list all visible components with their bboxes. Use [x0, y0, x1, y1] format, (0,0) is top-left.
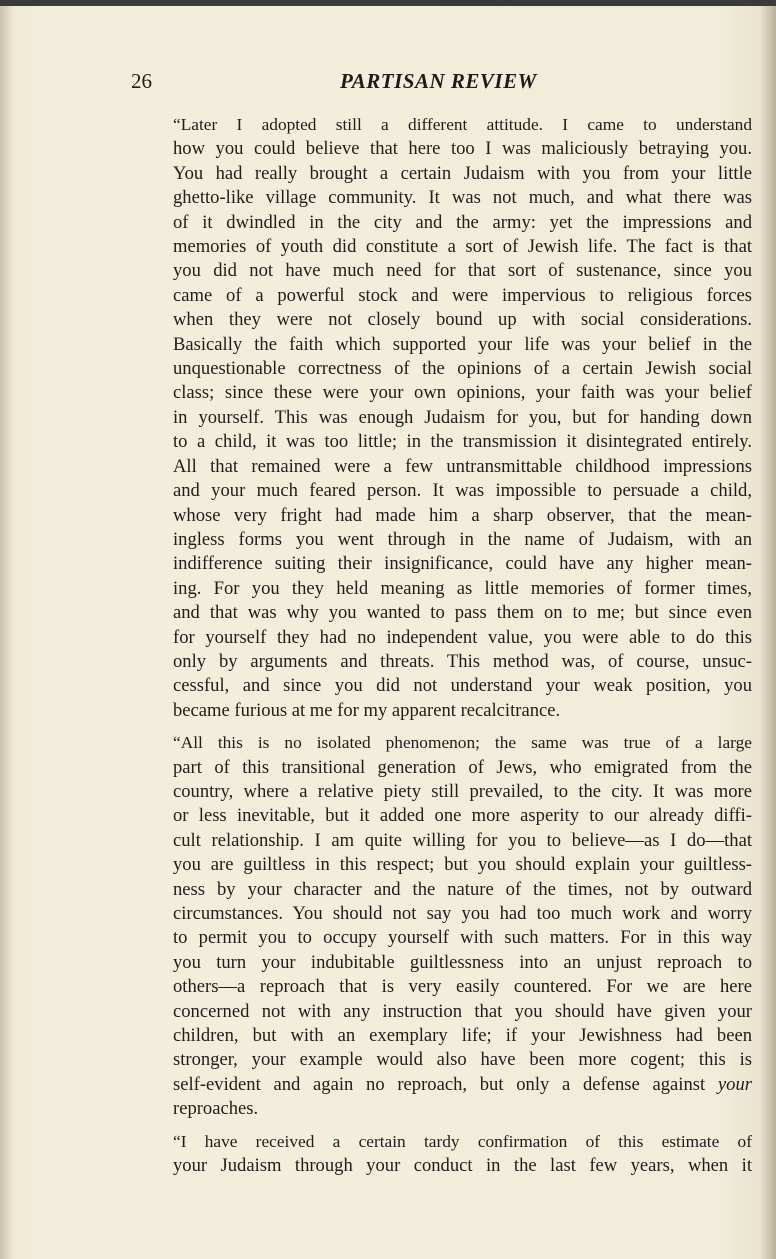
text-line: and that was why you wanted to pass them on to me; but since even	[173, 602, 752, 624]
emphasized-word: your	[717, 1073, 752, 1095]
page-top-edge	[0, 0, 776, 6]
text-line: “Later I adopted still a different attitude. I came to understand	[173, 115, 752, 134]
text-line	[131, 1073, 752, 1097]
text-line: you did not have much need for that sort of sustenance, since you	[173, 260, 752, 282]
text-line: whose very fright had made him a sharp observer, that the mean-	[173, 504, 752, 526]
text-line: to a child, it was too little; in the transmission it disintegrated entirely.	[173, 431, 752, 453]
text-line: your Judaism through your conduct in the last few years, when it	[173, 1155, 752, 1177]
text-line: only by arguments and threats. This method was, of course, unsuc-	[173, 650, 752, 672]
text-line: reproaches.	[173, 1098, 259, 1120]
running-header	[131, 64, 751, 96]
paragraph-2	[131, 731, 752, 1122]
text-line: memories of youth did constitute a sort of Jewish life. The fact is that	[173, 236, 752, 258]
text-line: how you could believe that here too I was maliciously betraying you.	[173, 138, 752, 160]
text-line: ingless forms you went through in the name of Judaism, with an	[173, 528, 752, 550]
text-line: unquestionable correctness of the opinions of a certain Jewish social	[173, 358, 752, 380]
text-line: part of this transitional generation of Jews, who emigrated from the	[173, 756, 752, 778]
text-line: “All this is no isolated phenomenon; the same was true of a large	[173, 733, 752, 753]
text-line: concerned not with any instruction that you should have given your	[173, 1000, 752, 1022]
text-line: of it dwindled in the city and the army: yet the impressions and	[173, 211, 752, 233]
text-line: to permit you to occupy yourself with such matters. For in this way	[173, 927, 752, 949]
text-line: ness by your character and the nature of the times, not by outward	[173, 878, 752, 900]
text-line: when they were not closely bound up with social considerations.	[173, 309, 752, 331]
text-line: children, but with an exemplary life; if your Jewishness had been	[173, 1025, 752, 1047]
text-line: Basically the faith which supported your life was your belief in the	[173, 333, 752, 355]
text-line: became furious at me for my apparent recalcitrance.	[173, 699, 561, 721]
text-line: or less inevitable, but it added one more asperity to our already diffi-	[173, 805, 752, 827]
text-line: ghetto-like village community. It was not much, and what there was	[173, 187, 752, 209]
text-line: for yourself they had no independent value, you were able to do this	[173, 626, 752, 648]
text-line: class; since these were your own opinions, your faith was your belief	[173, 382, 752, 404]
text-line: cult relationship. I am quite willing for you to believe—as I do—that	[173, 829, 752, 851]
text-line: stronger, your example would also have been more cogent; this is	[173, 1049, 752, 1071]
text-line: in yourself. This was enough Judaism for you, but for handing down	[173, 406, 752, 428]
page-number: 26	[131, 69, 152, 93]
text-line-main: self-evident and again no reproach, but only a defense against	[173, 1073, 706, 1095]
text-line: You had really brought a certain Judaism with you from your little	[173, 162, 752, 184]
running-title: PARTISAN REVIEW	[340, 69, 537, 93]
text-line: and your much feared person. It was impossible to persuade a child,	[173, 480, 752, 502]
text-line: others—a reproach that is very easily countered. For we are here	[173, 976, 752, 998]
text-line: All that remained were a few untransmittable childhood impressions	[173, 455, 752, 477]
text-line: “I have received a certain tardy confirmation of this estimate of	[173, 1131, 752, 1151]
text-line: indifference suiting their insignificance, could have any higher mean-	[173, 553, 752, 575]
paragraph-3	[131, 1130, 752, 1179]
text-line: you are guiltless in this respect; but you should explain your guiltless-	[173, 854, 752, 876]
body-text	[131, 113, 752, 1186]
text-line: came of a powerful stock and were impervious to religious forces	[173, 284, 752, 306]
text-line: cessful, and since you did not understand your weak position, you	[173, 675, 752, 697]
paragraph-1	[131, 113, 752, 723]
text-line: country, where a relative piety still prevailed, to the city. It was more	[173, 780, 752, 802]
text-line: you turn your indubitable guiltlessness into an unjust reproach to	[173, 951, 752, 973]
text-line: circumstances. You should not say you had too much work and worry	[173, 903, 752, 924]
text-line: ing. For you they held meaning as little memories of former times,	[173, 577, 752, 599]
